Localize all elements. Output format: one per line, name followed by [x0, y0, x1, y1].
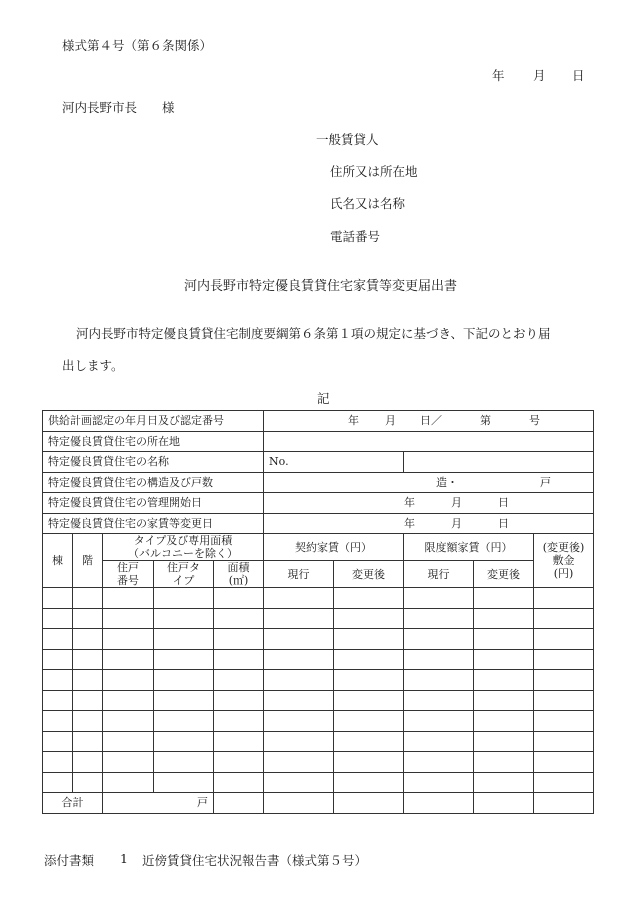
mgmt-day: 日 [498, 496, 510, 510]
col-unit-type: 住戸タイプ [154, 561, 214, 588]
total-row [43, 793, 594, 814]
body-text-line1: 河内長野市特定優良賃貸住宅制度要綱第６条第１項の規定に基づき、下記のとおり届 [76, 326, 551, 341]
total-contract-after[interactable] [334, 793, 404, 814]
total-limit-current[interactable] [404, 793, 474, 814]
applicant-address-label: 住所又は所在地 [330, 164, 418, 179]
deposit-line3: (円) [553, 567, 574, 580]
property-name-value-cell[interactable] [404, 452, 594, 473]
table-row[interactable] [43, 608, 594, 629]
total-unit-label: 戸 [197, 796, 208, 810]
cert-month: 月 [385, 414, 397, 428]
col-deposit [534, 534, 594, 588]
table-row[interactable] [43, 670, 594, 691]
date-year-label: 年 [492, 68, 505, 83]
change-day: 日 [498, 516, 510, 530]
info-row-management-start [43, 493, 594, 514]
location-label: 特定優良賃貸住宅の所在地 [43, 431, 264, 452]
total-contract-current[interactable] [264, 793, 334, 814]
info-row-certification [43, 411, 594, 432]
change-month: 月 [451, 516, 463, 530]
change-year: 年 [404, 516, 416, 530]
col-limit-rent: 限度額家賃（円） [404, 534, 534, 561]
location-value-cell[interactable] [264, 431, 594, 452]
info-row-name [43, 452, 594, 473]
property-no-cell[interactable] [264, 452, 404, 473]
structure-value-cell[interactable] [264, 472, 594, 493]
table-row[interactable] [43, 711, 594, 732]
form-number: 様式第４号（第６条関係） [62, 38, 213, 53]
date-month-label: 月 [533, 68, 546, 83]
table-row[interactable] [43, 588, 594, 609]
table-row[interactable] [43, 772, 594, 793]
attachment-label: 添付書類 [44, 853, 95, 868]
table-row[interactable] [43, 731, 594, 752]
cert-go: 号 [529, 414, 541, 428]
certification-value-cell[interactable] [264, 411, 594, 432]
structure-label: 特定優良賃貸住宅の構造及び戸数 [43, 472, 264, 493]
property-name-label: 特定優良賃貸住宅の名称 [43, 452, 264, 473]
notification-table [42, 410, 594, 814]
structure-zo: 造・ [436, 475, 459, 489]
total-deposit[interactable] [534, 793, 594, 814]
management-start-label: 特定優良賃貸住宅の管理開始日 [43, 493, 264, 514]
col-type-area [103, 534, 264, 561]
info-row-rent-change-date [43, 513, 594, 534]
col-building: 棟 [43, 534, 73, 588]
deposit-line2: 敷金 [552, 554, 575, 567]
addressee: 河内長野市長 様 [62, 100, 175, 115]
col-limit-current: 現行 [404, 561, 474, 588]
rent-change-date-value-cell[interactable] [264, 513, 594, 534]
ki-marker: 記 [317, 391, 330, 406]
col-floor: 階 [73, 534, 103, 588]
table-row[interactable] [43, 690, 594, 711]
deposit-line1: (変更後) [542, 541, 585, 554]
type-area-line2: （バルコニーを除く） [128, 547, 239, 560]
total-limit-after[interactable] [474, 793, 534, 814]
cert-day: 日／ [420, 414, 443, 428]
col-contract-after: 変更後 [334, 561, 404, 588]
column-header-row-1 [43, 534, 594, 561]
col-unit-number: 住戸番号 [103, 561, 154, 588]
mgmt-month: 月 [451, 496, 463, 510]
applicant-name-label: 氏名又は名称 [330, 196, 406, 211]
applicant-phone-label: 電話番号 [330, 229, 381, 244]
col-contract-rent: 契約家賃（円） [264, 534, 404, 561]
body-text-line2: 出します。 [62, 358, 124, 373]
rent-change-date-label: 特定優良賃貸住宅の家賃等変更日 [43, 513, 264, 534]
certification-label: 供給計画認定の年月日及び認定番号 [43, 411, 264, 432]
total-label: 合計 [43, 793, 103, 814]
type-area-line1: タイプ及び専用面積 [133, 534, 233, 547]
column-header-row-2 [43, 561, 594, 588]
table-row[interactable] [43, 629, 594, 650]
info-row-structure [43, 472, 594, 493]
table-row[interactable] [43, 752, 594, 773]
mgmt-year: 年 [404, 496, 416, 510]
total-area-cell[interactable] [214, 793, 264, 814]
attachment-number: 1 [120, 851, 128, 866]
document-title: 河内長野市特定優良賃貸住宅家賃等変更届出書 [184, 279, 458, 294]
attachment-text: 近傍賃貸住宅状況報告書（様式第５号） [142, 853, 368, 868]
col-area: 面積(㎡) [214, 561, 264, 588]
table-row[interactable] [43, 649, 594, 670]
info-row-location [43, 431, 594, 452]
date-day-label: 日 [572, 68, 585, 83]
total-units-cell[interactable] [103, 793, 214, 814]
applicant-role: 一般賃貸人 [316, 132, 379, 147]
col-contract-current: 現行 [264, 561, 334, 588]
structure-ko: 戸 [540, 475, 552, 489]
property-no-label: No. [269, 455, 289, 469]
cert-dai: 第 [480, 414, 492, 428]
management-start-value-cell[interactable] [264, 493, 594, 514]
cert-year: 年 [348, 414, 360, 428]
col-limit-after: 変更後 [474, 561, 534, 588]
